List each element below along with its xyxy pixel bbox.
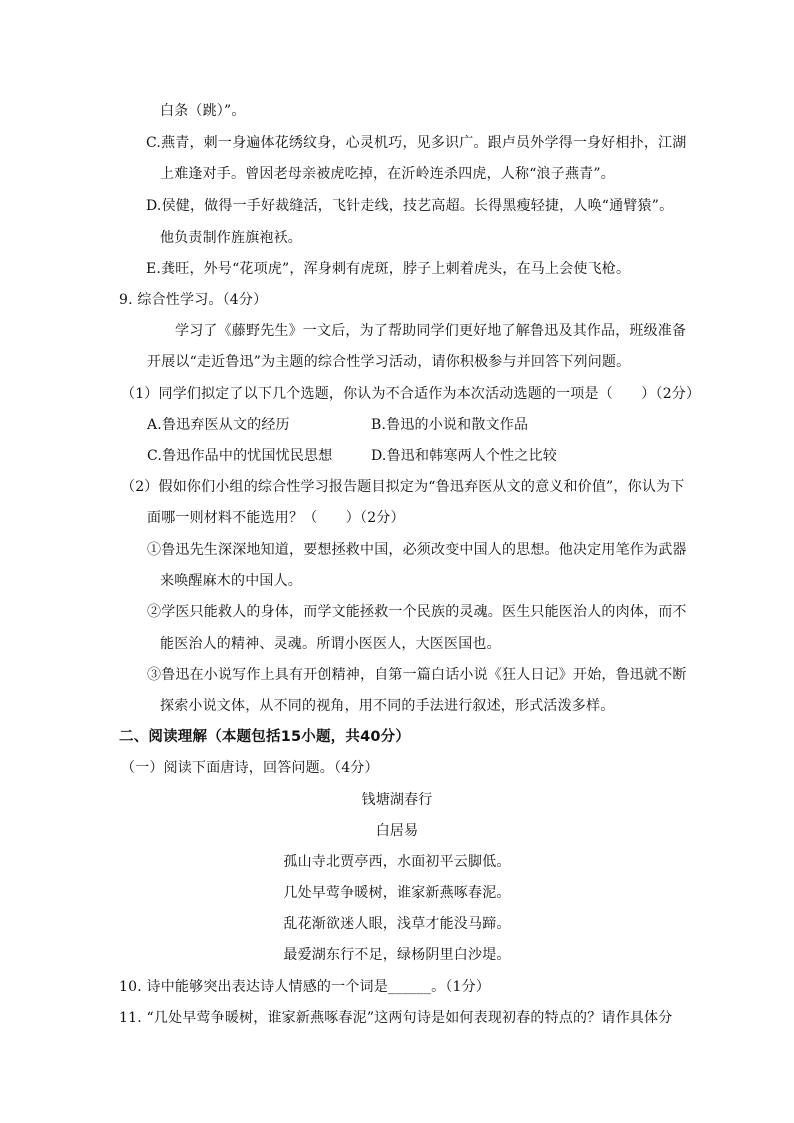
sub1-option-d: D.鲁迅和韩寒两人个性之比较 xyxy=(371,448,557,464)
material-2-line1: ②学医只能救人的身体，而学文能拯救一个民族的灵魂。医生只能医治人的肉体，而不 xyxy=(147,604,687,620)
poem-title: 钱塘湖春行 xyxy=(361,792,433,808)
poem-author: 白居易 xyxy=(375,823,419,839)
poem-line-4: 最爱湖东行不足，绿杨阴里白沙堤。 xyxy=(283,947,511,963)
section-2-heading: 二、阅读理解（本题包括15小题，共40分） xyxy=(119,729,411,745)
option-c-line2: 上难逢对手。曾因老母亲被虎吃掉，在沂岭连杀四虎，人称“浪子燕青”。 xyxy=(160,166,615,182)
subquestion-1: （1）同学们拟定了以下几个选题，你认为不合适作为本次活动选题的一项是（ ）（2分） xyxy=(121,386,701,402)
sub1-option-c: C.鲁迅作品中的忧国忧民思想 xyxy=(147,448,333,464)
material-1-line1: ①鲁迅先生深深地知道，要想拯救中国，必须改变中国人的思想。他决定用笔作为武器 xyxy=(147,542,687,558)
poem-line-2: 几处早莺争暖树，谁家新燕啄春泥。 xyxy=(283,885,511,901)
option-d-line2: 他负责制作旌旗袍袄。 xyxy=(160,230,302,246)
option-c-line1: C.燕青，刺一身遍体花绣纹身，心灵机巧，见多识广。跟卢员外学得一身好相扑，江湖 xyxy=(146,135,687,151)
subquestion-2-line1: （2）假如你们小组的综合性学习报告题目拟定为“鲁迅弃医从文的意义和价值”，你认为下 xyxy=(121,479,685,495)
sub1-option-b: B.鲁迅的小说和散文作品 xyxy=(371,417,529,433)
subquestion-2-line2: 面哪一则材料不能选用？（ ）（2分） xyxy=(147,510,405,526)
part-1-instruction: （一）阅读下面唐诗，回答问题。（4分） xyxy=(121,760,379,776)
question-11: 11. “几处早莺争暖树，谁家新燕啄春泥”这两句诗是如何表现初春的特点的？请作具体分 xyxy=(119,1010,673,1026)
poem-line-1: 孤山寺北贾亭西，水面初平云脚低。 xyxy=(283,854,511,870)
poem-line-3: 乱花渐欲迷人眼，浅草才能没马蹄。 xyxy=(283,916,511,932)
question-9-intro-line1: 学习了《藤野先生》一文后，为了帮助同学们更好地了解鲁迅及其作品，班级准备 xyxy=(175,323,687,339)
option-e: E.龚旺，外号“花项虎”，浑身刺有虎斑，脖子上刺着虎头，在马上会使飞枪。 xyxy=(146,261,631,277)
question-9-intro-line2: 开展以“走近鲁迅”为主题的综合性学习活动，请你积极参与并回答下列问题。 xyxy=(147,354,631,370)
material-3-line2: 探索小说文体，从不同的视角，用不同的手法进行叙述，形式活泼多样。 xyxy=(160,698,615,714)
material-1-line2: 来唤醒麻木的中国人。 xyxy=(160,573,302,589)
option-d-line1: D.侯健，做得一手好裁缝活，飞针走线，技艺高超。长得黑瘦轻捷，人唤“通臂猿”。 xyxy=(146,198,674,214)
material-3-line1: ③鲁迅在小说写作上具有开创精神，自第一篇白话小说《狂人日记》开始，鲁迅就不断 xyxy=(147,667,687,683)
sub1-option-a: A.鲁迅弃医从文的经历 xyxy=(147,417,290,433)
option-b-continuation: 白条（跳）”。 xyxy=(160,103,246,119)
material-2-line2: 能医治人的精神、灵魂。所谓小医医人，大医医国也。 xyxy=(160,636,501,652)
question-9-title: 9. 综合性学习。（4分） xyxy=(119,292,268,308)
question-10: 10. 诗中能够突出表达诗人情感的一个词是______。（1分） xyxy=(119,979,491,995)
